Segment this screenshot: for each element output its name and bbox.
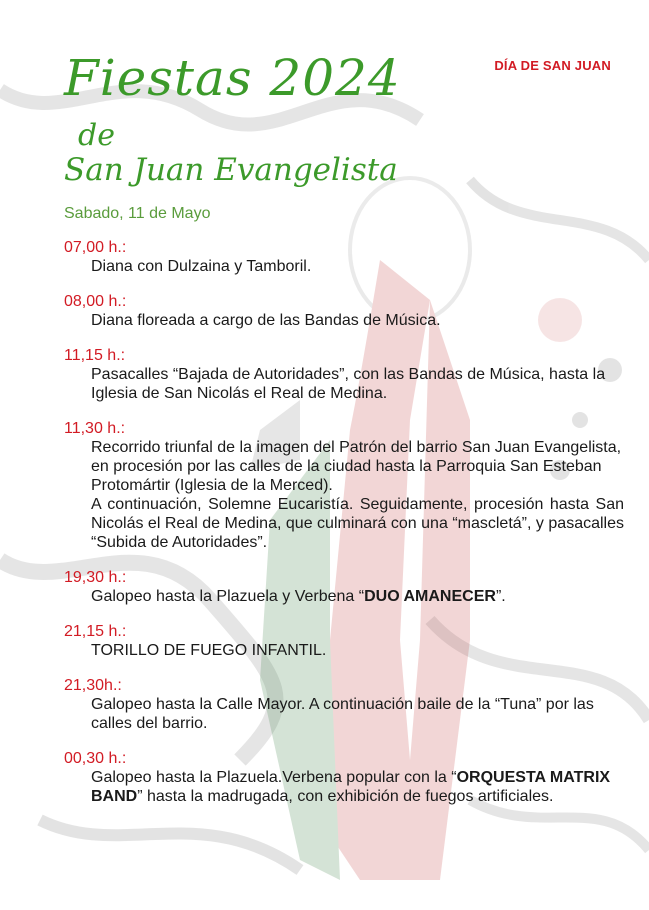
schedule-list bbox=[64, 238, 624, 822]
event-time: 21,30h.: bbox=[64, 677, 122, 694]
event-description-text: Galopeo hasta la Plazuela y Verbena “ bbox=[91, 588, 365, 605]
event-time: 00,30 h.: bbox=[64, 750, 127, 767]
event-description-part: Recorrido triunfal de la imagen del Patrón del barrio San Juan Evangelista, en procesión por las calles de la ciudad hasta la Parroquia San Esteban Protomártir (Iglesia de la Merced). bbox=[91, 439, 622, 494]
event-description bbox=[91, 587, 624, 606]
event-description bbox=[91, 438, 624, 552]
event-time: 11,15 h.: bbox=[64, 347, 126, 364]
event-description-text: ” hasta la madrugada, con exhibición de fuegos artificiales. bbox=[137, 788, 554, 805]
page-title-connector: de bbox=[78, 118, 115, 153]
schedule-item bbox=[64, 568, 624, 606]
performer-name: DUO AMANECER bbox=[364, 588, 496, 605]
schedule-item bbox=[64, 238, 624, 276]
event-description: Diana floreada a cargo de las Bandas de Música. bbox=[91, 312, 441, 329]
event-time: 11,30 h.: bbox=[64, 420, 126, 437]
schedule-item bbox=[64, 749, 624, 806]
schedule-item bbox=[64, 676, 624, 733]
performer-name: ORQUESTA MATRIX BAND bbox=[91, 769, 611, 805]
event-description-text: ”. bbox=[495, 588, 506, 605]
schedule-item bbox=[64, 346, 624, 403]
event-description-continuation: A continuación, Solemne Eucaristía. Seguidamente, procesión hasta San Nicolás el Real de Medina, que culminará con una “mascletá”, y pasacalles “Subida de Autoridades”. bbox=[91, 496, 624, 551]
page-title-saint: San Juan Evangelista bbox=[64, 152, 398, 188]
schedule-item bbox=[64, 622, 624, 660]
event-description: TORILLO DE FUEGO INFANTIL. bbox=[91, 642, 327, 659]
page-title: Fiestas 2024 bbox=[64, 49, 401, 107]
event-description: Pasacalles “Bajada de Autoridades”, con las Bandas de Música, hasta la Iglesia de San Nicolás el Real de Medina. bbox=[91, 366, 606, 402]
event-time: 07,00 h.: bbox=[64, 239, 127, 256]
event-description: Galopeo hasta la Calle Mayor. A continuación baile de la “Tuna” por las calles del barrio. bbox=[91, 696, 594, 732]
event-time: 19,30 h.: bbox=[64, 569, 127, 586]
corner-day-tag: DÍA DE SAN JUAN bbox=[494, 58, 611, 73]
event-description: Diana con Dulzaina y Tamboril. bbox=[91, 258, 312, 275]
schedule-item bbox=[64, 292, 624, 330]
event-time: 08,00 h.: bbox=[64, 293, 127, 310]
schedule-item bbox=[64, 419, 624, 552]
event-time: 21,15 h.: bbox=[64, 623, 127, 640]
event-date: Sabado, 11 de Mayo bbox=[64, 205, 211, 222]
event-description bbox=[91, 768, 624, 806]
event-description-text: Galopeo hasta la Plazuela.Verbena popular con la “ bbox=[91, 769, 457, 786]
